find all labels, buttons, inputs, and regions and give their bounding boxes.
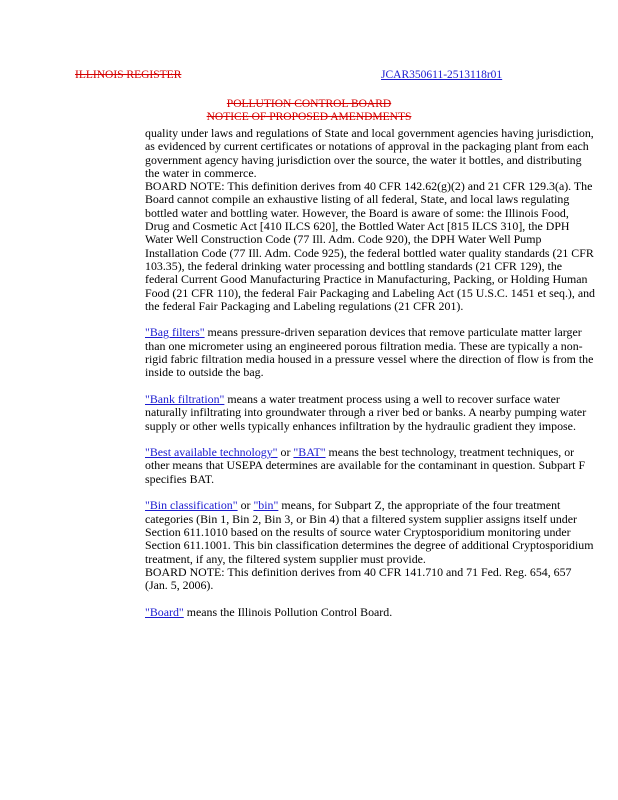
register-header: ILLINOIS REGISTER <box>75 69 182 81</box>
definition-bin <box>145 499 595 565</box>
defined-term: "Best available technology" <box>145 445 278 460</box>
definition-text: means, for Subpart Z, the appropriate of the four treatment categories (Bin 1, Bin 2, Bin 3, or Bin 4) that a filtered system supplier assigns itself under Section 611.1010 based on the results of source water Cryptosporidium monitoring under Section 611.1001. This bin classification determines the degree of additional Cryptosporidium treatment, if any, the filtered system supplier must provide. <box>145 498 594 566</box>
defined-term: "Bag filters" <box>145 325 205 340</box>
board-note: BOARD NOTE: This definition derives from 40 CFR 142.62(g)(2) and 21 CFR 129.3(a). The Board cannot compile an exhaustive listing of all federal, State, and local laws regulating bottled water and bottling water. However, the Board is aware of some: the Illinois Food, Drug and Cosmetic Act [410 ILCS 620], the Bottled Water Act [815 ILCS 310], the DPH Water Well Construction Code (77 Ill. Adm. Code 920), the DPH Water Well Pump Installation Code (77 Ill. Adm. Code 925), the federal bottled water quality standards (21 CFR 103.35), the federal drinking water processing and bottling standards (21 CFR 129), the federal Current Good Manufacturing Practice in Manufacturing, Packing, or Holding Human Food (21 CFR 110), the federal Fair Packaging and Labeling Act (15 U.S.C. 1451 et seq.), and the federal Fair Packaging and Labeling regulations (21 CFR 201). <box>145 179 596 313</box>
connector-text: or <box>277 445 294 460</box>
jcar-identifier: JCAR350611-2513118r01 <box>381 69 503 81</box>
defined-term: "Board" <box>145 604 184 619</box>
definition-bank-filtration <box>145 393 595 433</box>
board-note: BOARD NOTE: This definition derives from 40 CFR 141.710 and 71 Fed. Reg. 654, 657 (Jan. 5, 2006). <box>145 564 572 593</box>
agency-heading: POLLUTION CONTROL BOARD <box>226 98 392 110</box>
defined-term: "Bank filtration" <box>145 391 225 406</box>
document-body <box>145 127 595 619</box>
definition-text: means the best technology, treatment techniques, or other means that USEPA determines are available for the contaminant in question. Subpart F specifies BAT. <box>145 445 586 486</box>
definition-continuation: quality under laws and regulations of State and local government agencies having jurisdiction, as evidenced by current certificates or notations of approval in the packaging plant from each government agency having jurisdiction over the source, the water it bottles, and distributing the water in commerce. <box>145 126 594 180</box>
defined-term: "Bin classification" <box>145 498 238 513</box>
definition-bag-filters <box>145 326 595 379</box>
definition-text: means pressure-driven separation devices that remove particulate matter larger than one micrometer using an engineered porous filtration media. These are typically a non-rigid fabric filtration media housed in a pressure vessel where the direction of flow is from the inside to outside the bag. <box>145 325 594 380</box>
definition-board <box>145 606 595 619</box>
definition-text: means a water treatment process using a well to recover surface water naturally infiltrating into groundwater through a river bed or banks. A nearby pumping water supply or other wells typically enhances infiltration by the hydraulic gradient they impose. <box>145 391 587 433</box>
notice-heading: NOTICE OF PROPOSED AMENDMENTS <box>206 111 412 123</box>
defined-term: "BAT" <box>293 445 326 460</box>
defined-term: "bin" <box>253 498 279 513</box>
connector-text: or <box>237 498 254 513</box>
definition-text: means the Illinois Pollution Control Board. <box>183 604 393 619</box>
definition-bat <box>145 446 595 486</box>
